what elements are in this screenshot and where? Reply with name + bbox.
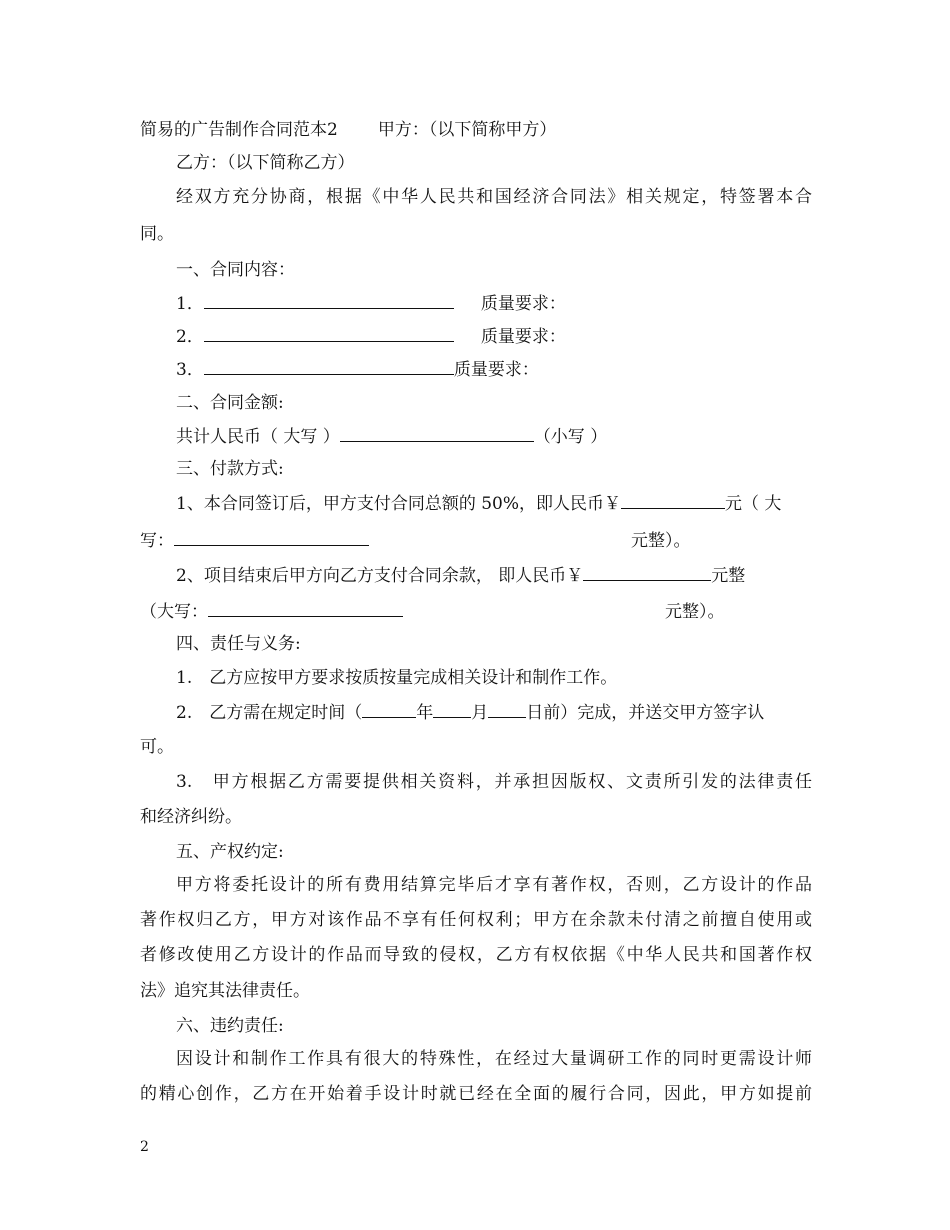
month-label: 月 (471, 703, 489, 723)
year-blank (362, 701, 416, 718)
copyright-line-1: 甲方将委托设计的所有费用结算完毕后才享有著作权，否则，乙方设计的作品 (176, 875, 812, 895)
section-1-heading: 一、合同内容： (176, 260, 295, 280)
payment-1-line-2 (140, 529, 812, 552)
item-quality: 质量要求： (480, 327, 566, 347)
payment-2-blank (583, 564, 711, 581)
duty-3-line-2: 和经济纠纷。 (140, 807, 242, 827)
item-blank (204, 325, 454, 342)
section-4-heading: 四、责任与义务: (176, 634, 301, 654)
payment-2-daxie: （大写： (140, 602, 208, 622)
payment-1-line-1 (176, 492, 848, 515)
section-3-heading: 三、付款方式: (176, 459, 284, 479)
duty-2-line-1 (176, 701, 848, 724)
payment-2-daxie-blank (208, 600, 403, 617)
payment-1-unit: 元（ 大 (725, 494, 782, 514)
item-quality: 质量要求： (480, 294, 566, 314)
day-blank (488, 701, 526, 718)
copyright-line-3: 者修改使用乙方设计的作品而导致的侵权，乙方有权依据《中华人民共和国著作权 (140, 945, 812, 965)
section-6-heading: 六、违约责任: (176, 1016, 284, 1036)
amount-line (176, 425, 848, 448)
item-number: 2． (176, 327, 204, 347)
payment-2-end: 元整）。 (665, 602, 725, 622)
duty-2-line-2: 可。 (140, 737, 174, 757)
intro-line-2: 同。 (140, 224, 174, 244)
payment-1-daxie: 写： (140, 531, 174, 551)
duty-1: 1. 乙方应按甲方要求按质按量完成相关设计和制作工作。 (176, 668, 618, 688)
month-blank (433, 701, 471, 718)
party-b: 乙方：（以下简称乙方） (176, 153, 355, 173)
payment-1-end: 元整）。 (631, 531, 691, 551)
item-quality: 质量要求： (453, 360, 539, 380)
section-5-heading: 五、产权约定: (176, 842, 284, 862)
duty-2-tail: 日前）完成，并送交甲方签字认 (526, 703, 765, 723)
breach-line-2: 的精心创作，乙方在开始着手设计时就已经在全面的履行合同，因此，甲方如提前 (140, 1084, 812, 1104)
amount-suffix: （小写 ） (533, 427, 608, 447)
amount-blank (340, 425, 534, 442)
duty-3-line-1: 3. 甲方根据乙方需要提供相关资料，并承担因版权、文责所引发的法律责任 (176, 772, 812, 792)
payment-1-text: 1、本合同签订后，甲方支付合同总额的 50%，即人民币￥ (176, 494, 622, 514)
contract-item (176, 358, 848, 381)
payment-2-unit: 元整 (711, 566, 746, 586)
party-a: 甲方：（以下简称甲方） (377, 120, 557, 140)
copyright-line-2: 著作权归乙方，甲方对该作品不享有任何权利；甲方在余款未付清之前擅自使用或 (140, 910, 812, 930)
section-2-heading: 二、合同金额: (176, 393, 284, 413)
payment-2-line-1 (176, 564, 848, 587)
duty-2-text: 2. 乙方需在规定时间（ (176, 703, 363, 723)
year-label: 年 (416, 703, 434, 723)
intro-line-1: 经双方充分协商，根据《中华人民共和国经济合同法》相关规定，特签署本合 (176, 187, 812, 207)
payment-1-blank (621, 492, 725, 509)
contract-item (176, 292, 848, 315)
page-number: 2 (140, 1139, 149, 1155)
item-blank (204, 292, 454, 309)
payment-2-text: 2、项目结束后甲方向乙方支付合同余款， 即人民币￥ (176, 566, 584, 586)
contract-item (176, 325, 848, 348)
amount-prefix: 共计人民币（ 大写 ） (176, 427, 340, 447)
item-number: 1． (176, 294, 204, 314)
payment-2-line-2 (140, 600, 812, 623)
payment-1-daxie-blank (174, 529, 369, 546)
item-blank (204, 358, 454, 375)
item-number: 3． (176, 360, 204, 380)
copyright-line-4: 法》追究其法律责任。 (140, 981, 310, 1001)
doc-title: 简易的广告制作合同范本2 (140, 120, 338, 140)
title-line (140, 119, 812, 141)
breach-line-1: 因设计和制作工作具有很大的特殊性，在经过大量调研工作的同时更需设计师 (176, 1049, 812, 1069)
